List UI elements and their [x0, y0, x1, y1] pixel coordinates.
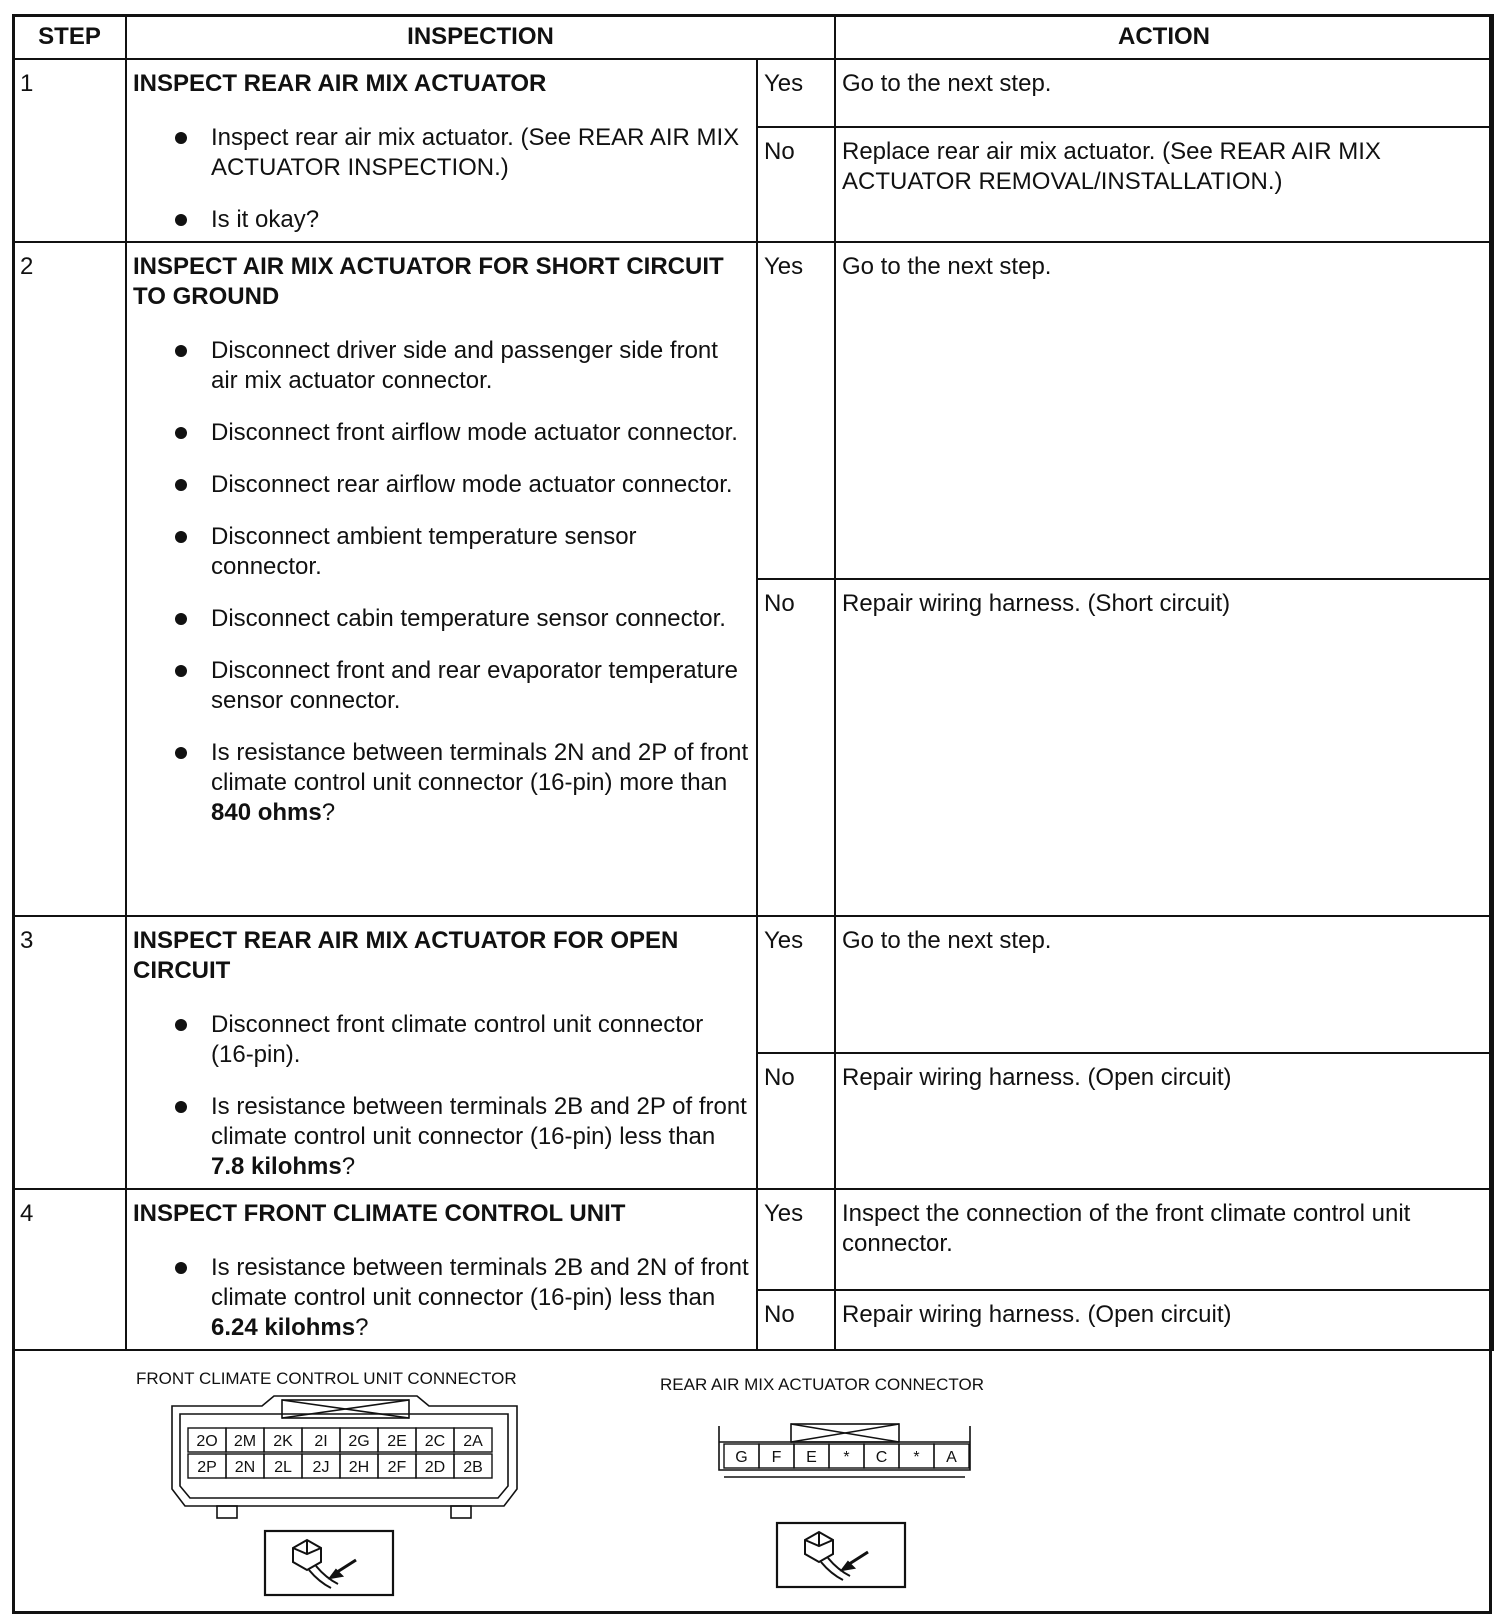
yes-label: Yes — [757, 59, 835, 127]
question-text: Is resistance between terminals 2B and 2P of front climate control unit connector (16-pin) less than — [211, 1093, 747, 1150]
step-number: 1 — [13, 59, 126, 242]
no-label: No — [757, 127, 835, 242]
header-step: STEP — [13, 15, 126, 59]
step-number: 4 — [13, 1189, 126, 1350]
pin-label: C — [875, 1449, 888, 1466]
bullet-item: Disconnect front climate control unit connector (16-pin). — [175, 1010, 750, 1070]
pin-label: 2P — [197, 1459, 217, 1476]
pin-label: 2M — [233, 1433, 257, 1450]
question-value: 840 ohms — [211, 799, 322, 826]
no-label: No — [757, 1053, 835, 1190]
bullet-item: Is it okay? — [175, 205, 750, 235]
pin-label: 2B — [463, 1459, 483, 1476]
pin-label: 2I — [314, 1433, 328, 1450]
question-value: 7.8 kilohms — [211, 1153, 342, 1180]
pin-label: A — [946, 1449, 957, 1466]
step-heading: INSPECT REAR AIR MIX ACTUATOR FOR OPEN CIRCUIT — [133, 927, 679, 984]
question-mark: ? — [321, 799, 336, 826]
yes-action: Go to the next step. — [835, 59, 1493, 127]
bullet-item: Disconnect driver side and passenger side front air mix actuator connector. — [175, 336, 750, 396]
pin-label: 2C — [424, 1433, 446, 1450]
step-number: 2 — [13, 242, 126, 916]
question-text: Is resistance between terminals 2B and 2N of front climate control unit connector (16-pin) less than — [211, 1254, 749, 1311]
bullet-item: Disconnect rear airflow mode actuator connector. — [175, 470, 750, 500]
question-mark: ? — [355, 1314, 369, 1341]
pin-label: 2A — [463, 1433, 483, 1450]
step-heading: INSPECT REAR AIR MIX ACTUATOR — [133, 70, 547, 97]
header-action: ACTION — [835, 15, 1493, 59]
pin-label: 2F — [387, 1459, 407, 1476]
no-action: Repair wiring harness. (Open circuit) — [835, 1053, 1493, 1190]
pin-label: 2D — [424, 1459, 446, 1476]
bullet-item: Disconnect front airflow mode actuator connector. — [175, 418, 750, 448]
question-mark: ? — [341, 1153, 356, 1180]
pin-label: 2H — [348, 1459, 370, 1476]
yes-label: Yes — [757, 916, 835, 1053]
step-heading: INSPECT AIR MIX ACTUATOR FOR SHORT CIRCUIT TO GROUND — [133, 253, 724, 310]
pin-label: F — [771, 1449, 782, 1466]
pin-label: 2J — [312, 1459, 330, 1476]
step-heading: INSPECT FRONT CLIMATE CONTROL UNIT — [133, 1200, 626, 1227]
step-number: 3 — [13, 916, 126, 1189]
no-action: Repair wiring harness. (Short circuit) — [835, 579, 1493, 916]
bullet-item: Inspect rear air mix actuator. (See REAR AIR MIX ACTUATOR INSPECTION.) — [175, 123, 750, 183]
question-value: 6.24 kilohms — [211, 1314, 356, 1341]
pin-label: 2N — [234, 1459, 256, 1476]
page-frame — [12, 14, 1492, 1614]
pin-label: E — [806, 1449, 817, 1466]
no-action: Replace rear air mix actuator. (See REAR AIR MIX ACTUATOR REMOVAL/INSTALLATION.) — [835, 127, 1493, 242]
bullet-item: Disconnect cabin temperature sensor connector. — [175, 604, 750, 634]
bullet-item: Disconnect ambient temperature sensor connector. — [175, 522, 750, 582]
pin-label: * — [913, 1449, 920, 1466]
pin-label: 2E — [387, 1433, 407, 1450]
no-action: Repair wiring harness. (Open circuit) — [835, 1290, 1493, 1350]
pin-label: 2G — [348, 1433, 370, 1450]
front-connector-title: FRONT CLIMATE CONTROL UNIT CONNECTOR — [136, 1369, 517, 1388]
no-label: No — [757, 579, 835, 916]
pin-label: * — [843, 1449, 850, 1466]
yes-action: Go to the next step. — [835, 242, 1493, 579]
pin-label: 2L — [274, 1459, 292, 1476]
rear-connector-title: REAR AIR MIX ACTUATOR CONNECTOR — [660, 1375, 984, 1394]
yes-label: Yes — [757, 242, 835, 579]
question-text: Is resistance between terminals 2N and 2P of front climate control unit connector (16-pin) more than — [211, 739, 749, 796]
yes-action: Inspect the connection of the front climate control unit connector. — [835, 1189, 1493, 1290]
pin-label: 2K — [273, 1433, 293, 1450]
yes-label: Yes — [757, 1189, 835, 1290]
pin-label: 2O — [196, 1433, 218, 1450]
pin-label: G — [735, 1449, 748, 1466]
header-inspection: INSPECTION — [126, 15, 835, 59]
bullet-item: Disconnect front and rear evaporator temperature sensor connector. — [175, 656, 750, 716]
no-label: No — [757, 1290, 835, 1350]
yes-action: Go to the next step. — [835, 916, 1493, 1053]
